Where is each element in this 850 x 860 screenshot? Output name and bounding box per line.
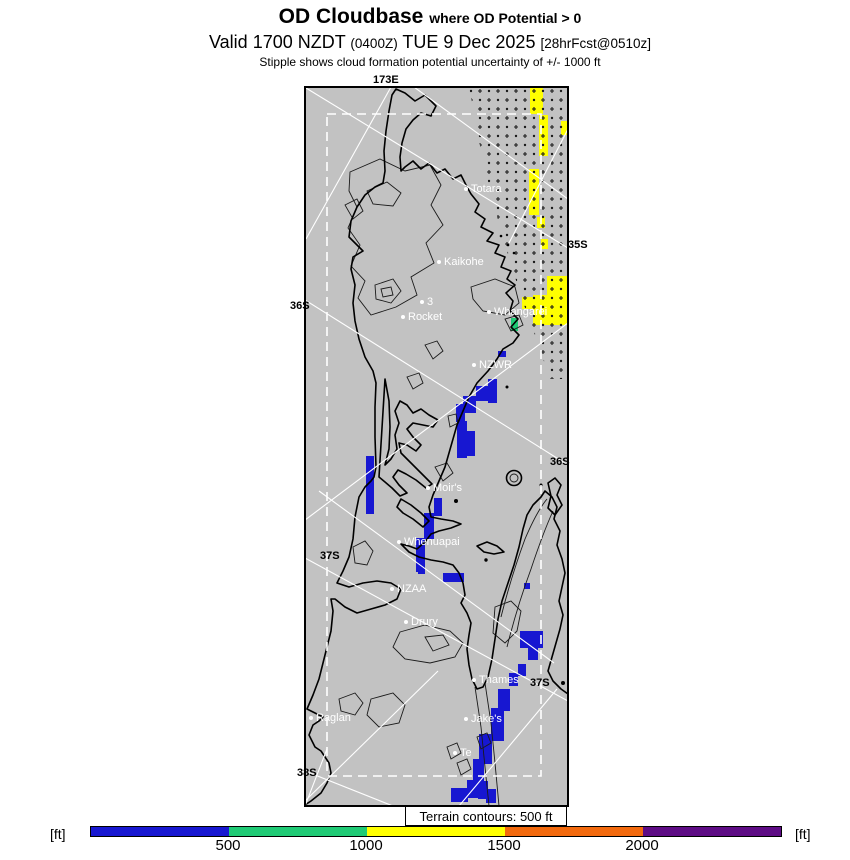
valid-time-line — [10, 31, 850, 55]
place-name: Raglan — [316, 712, 351, 724]
graticule-label: 38S — [297, 767, 317, 779]
place-name: Te — [460, 747, 472, 759]
overlay-cell — [488, 379, 497, 403]
graticule-label: 36S — [290, 300, 310, 312]
graticule-label: 37S — [530, 677, 550, 689]
colorbar — [90, 826, 782, 837]
place-name: Rocket — [408, 311, 443, 323]
title-main: OD Cloudbase — [278, 5, 424, 28]
colorbar-segment — [643, 827, 781, 836]
place-name: Whangarei — [494, 306, 548, 318]
terrain-note: Terrain contours: 500 ft — [405, 806, 567, 826]
page-title — [10, 4, 850, 31]
colorbar-tick: 1000 — [349, 837, 383, 854]
colorbar-segment — [91, 827, 229, 836]
place-name: 3 — [427, 296, 434, 308]
overlay-cell — [434, 498, 442, 516]
valid-zulu: (0400Z) — [350, 36, 398, 51]
overlay-cell — [476, 386, 489, 401]
graticule-label: 36S — [550, 456, 570, 468]
overlay-cell — [520, 631, 543, 648]
overlay-cell — [467, 431, 475, 456]
colorbar-tick: 2000 — [625, 837, 659, 854]
graticule-label: 37S — [320, 550, 340, 562]
overlay-cell — [509, 673, 518, 686]
map-canvas — [304, 86, 569, 807]
colorbar-segment — [229, 827, 367, 836]
place-name: Drury — [411, 616, 438, 628]
title-block — [10, 4, 850, 70]
place-name: Totara — [471, 183, 502, 195]
valid-fcst: [28hrFcst@0510z] — [540, 36, 651, 51]
colorbar-unit-right: [ft] — [795, 826, 811, 842]
stipple-note: Stipple shows cloud formation potential uncertainty of +/- 1000 ft — [259, 55, 601, 69]
title-qualifier: where OD Potential > 0 — [429, 10, 582, 26]
place-name: Moir's — [433, 482, 462, 494]
place-name: Kaikohe — [444, 256, 484, 268]
place-name: Thames — [479, 674, 519, 686]
overlay-cell — [491, 708, 504, 741]
overlay-cell — [457, 421, 467, 458]
overlay-cell — [498, 689, 510, 711]
colorbar-tick: 1500 — [487, 837, 521, 854]
place-name: NZWR — [479, 359, 512, 371]
valid-date: TUE 9 Dec 2025 — [402, 32, 536, 52]
valid-prefix: Valid 1700 NZDT — [209, 32, 346, 52]
place-name: Jake's — [471, 713, 502, 725]
colorbar-segment — [367, 827, 505, 836]
graticule-label: 173E — [373, 74, 399, 86]
colorbar-unit-left: [ft] — [50, 826, 66, 842]
colorbar-segment — [505, 827, 643, 836]
graticule-label: 35S — [568, 239, 588, 251]
forecast-map — [304, 86, 567, 805]
overlay-cell — [451, 788, 468, 802]
place-name: Whenuapai — [404, 536, 460, 548]
place-name: NZAA — [397, 583, 427, 595]
colorbar-tick: 500 — [215, 837, 241, 854]
